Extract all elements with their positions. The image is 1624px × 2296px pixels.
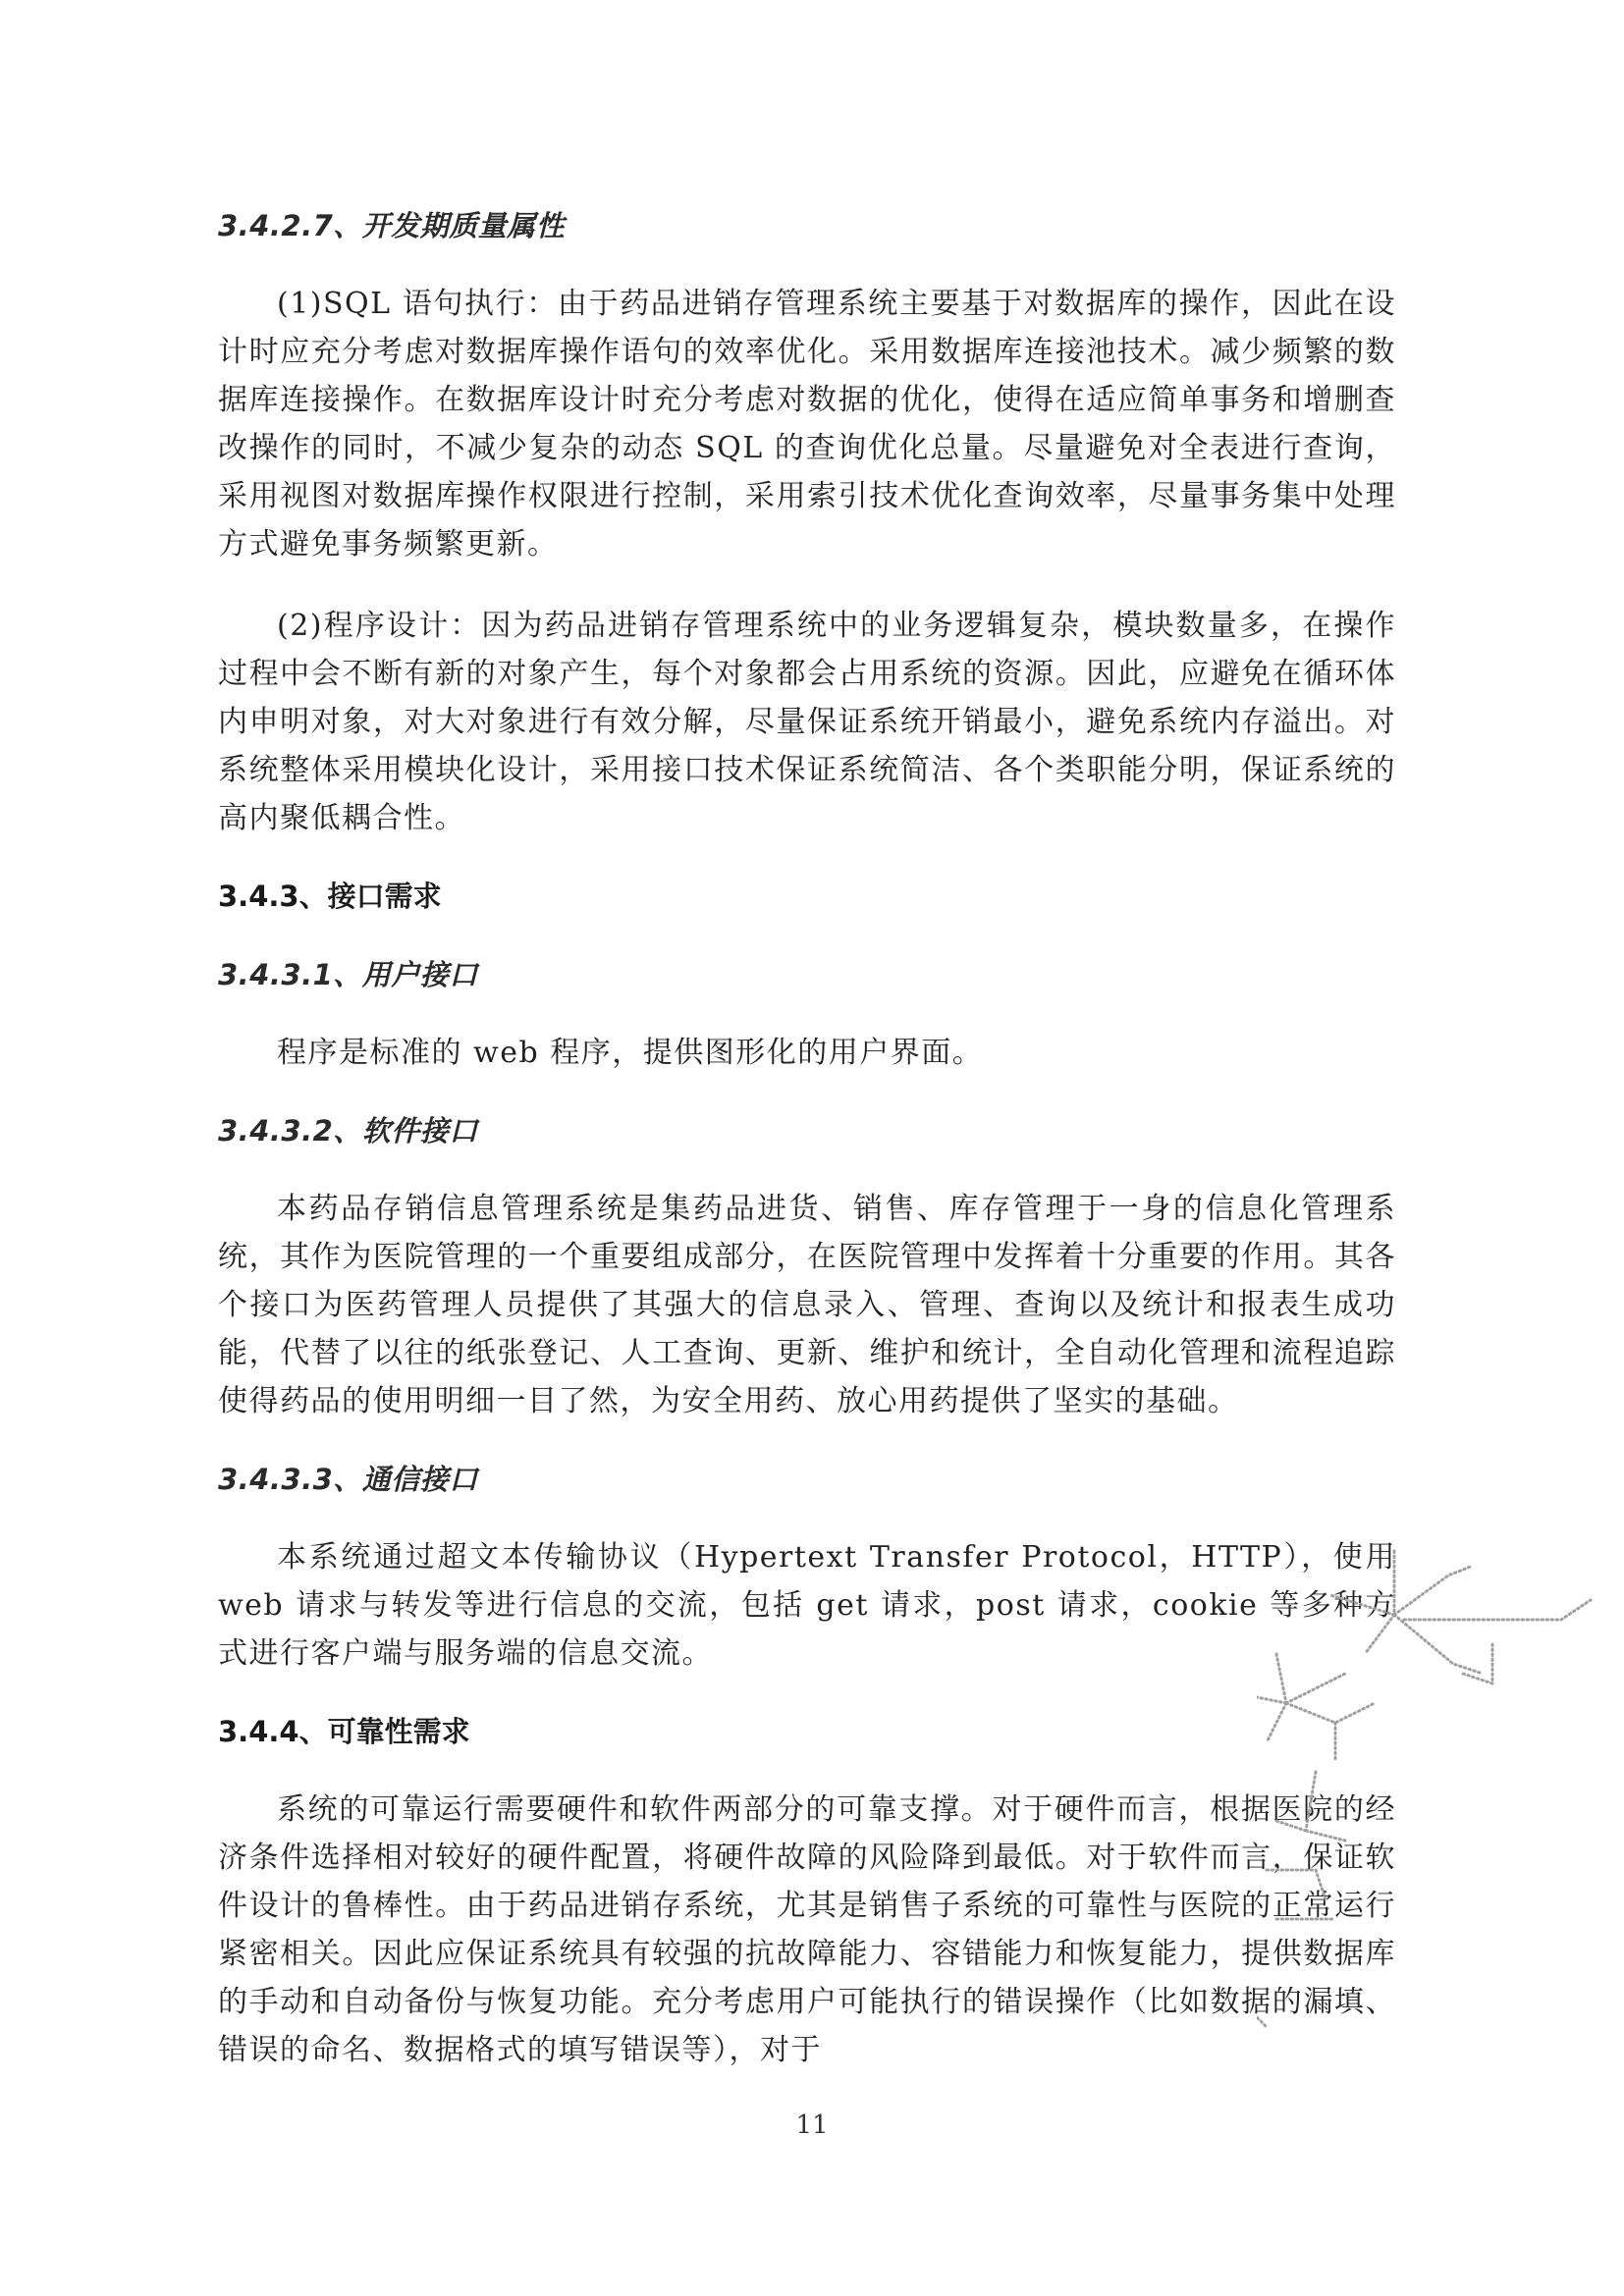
page-number: 11 — [795, 2110, 829, 2140]
document-body — [218, 201, 1396, 2074]
paragraph-communication-interface: 本系统通过超文本传输协议（Hypertext Transfer Protocol，HTTP），使用 web 请求与转发等进行信息的交流，包括 get 请求，post 请求，cookie 等多种方式进行客户端与服务端的信息交流。 — [218, 1540, 1396, 1671]
heading-3-4-3: 3.4.3、接口需求 — [218, 880, 442, 913]
heading-3-4-3-1: 3.4.3.1、用户接口 — [218, 958, 478, 991]
paragraph-reliability: 系统的可靠运行需要硬件和软件两部分的可靠支撑。对于硬件而言，根据医院的经济条件选择相对较好的硬件配置，将硬件故障的风险降到最低。对于软件而言，保证软件设计的鲁棒性。由于药品进销存系统，尤其是销售子系统的可靠性与医院的正常运行紧密相关。因此应保证系统具有较强的抗故障能力、容错能力和恢复能力，提供数据库的手动和自动备份与恢复功能。充分考虑用户可能执行的错误操作（比如数据的漏填、错误的命名、数据格式的填写错误等），对于 — [218, 1792, 1396, 2067]
paragraph-software-interface: 本药品存销信息管理系统是集药品进货、销售、库存管理于一身的信息化管理系统，其作为医院管理的一个重要组成部分，在医院管理中发挥着十分重要的作用。其各个接口为医药管理人员提供了其强大的信息录入、管理、查询以及统计和报表生成功能，代替了以往的纸张登记、人工查询、更新、维护和统计，全自动化管理和流程追踪使得药品的使用明细一目了然，为安全用药、放心用药提供了坚实的基础。 — [218, 1192, 1396, 1418]
heading-3-4-2-7: 3.4.2.7、开发期质量属性 — [218, 209, 566, 242]
heading-3-4-3-3: 3.4.3.3、通信接口 — [218, 1463, 478, 1496]
paragraph-user-interface: 程序是标准的 web 程序，提供图形化的用户界面。 — [277, 1036, 984, 1070]
heading-3-4-4: 3.4.4、可靠性需求 — [218, 1715, 470, 1748]
paragraph-program-design: (2)程序设计：因为药品进销存管理系统中的业务逻辑复杂，模块数量多，在操作过程中会不断有新的对象产生，每个对象都会占用系统的资源。因此，应避免在循环体内申明对象，对大对象进行有效分解，尽量保证系统开销最小，避免系统内存溢出。对系统整体采用模块化设计，采用接口技术保证系统简洁、各个类职能分明，保证系统的高内聚低耦合性。 — [218, 609, 1396, 835]
paragraph-sql-execution: (1)SQL 语句执行：由于药品进销存管理系统主要基于对数据库的操作，因此在设计时应充分考虑对数据库操作语句的效率优化。采用数据库连接池技术。减少频繁的数据库连接操作。在数据库设计时充分考虑对数据的优化，使得在适应简单事务和增删查改操作的同时，不减少复杂的动态 SQL 的查询优化总量。尽量避免对全表进行查询，采用视图对数据库操作权限进行控制，采用索引技术优化查询效率，尽量事务集中处理方式避免事务频繁更新。 — [218, 287, 1396, 561]
heading-3-4-3-2: 3.4.3.2、软件接口 — [218, 1114, 478, 1148]
